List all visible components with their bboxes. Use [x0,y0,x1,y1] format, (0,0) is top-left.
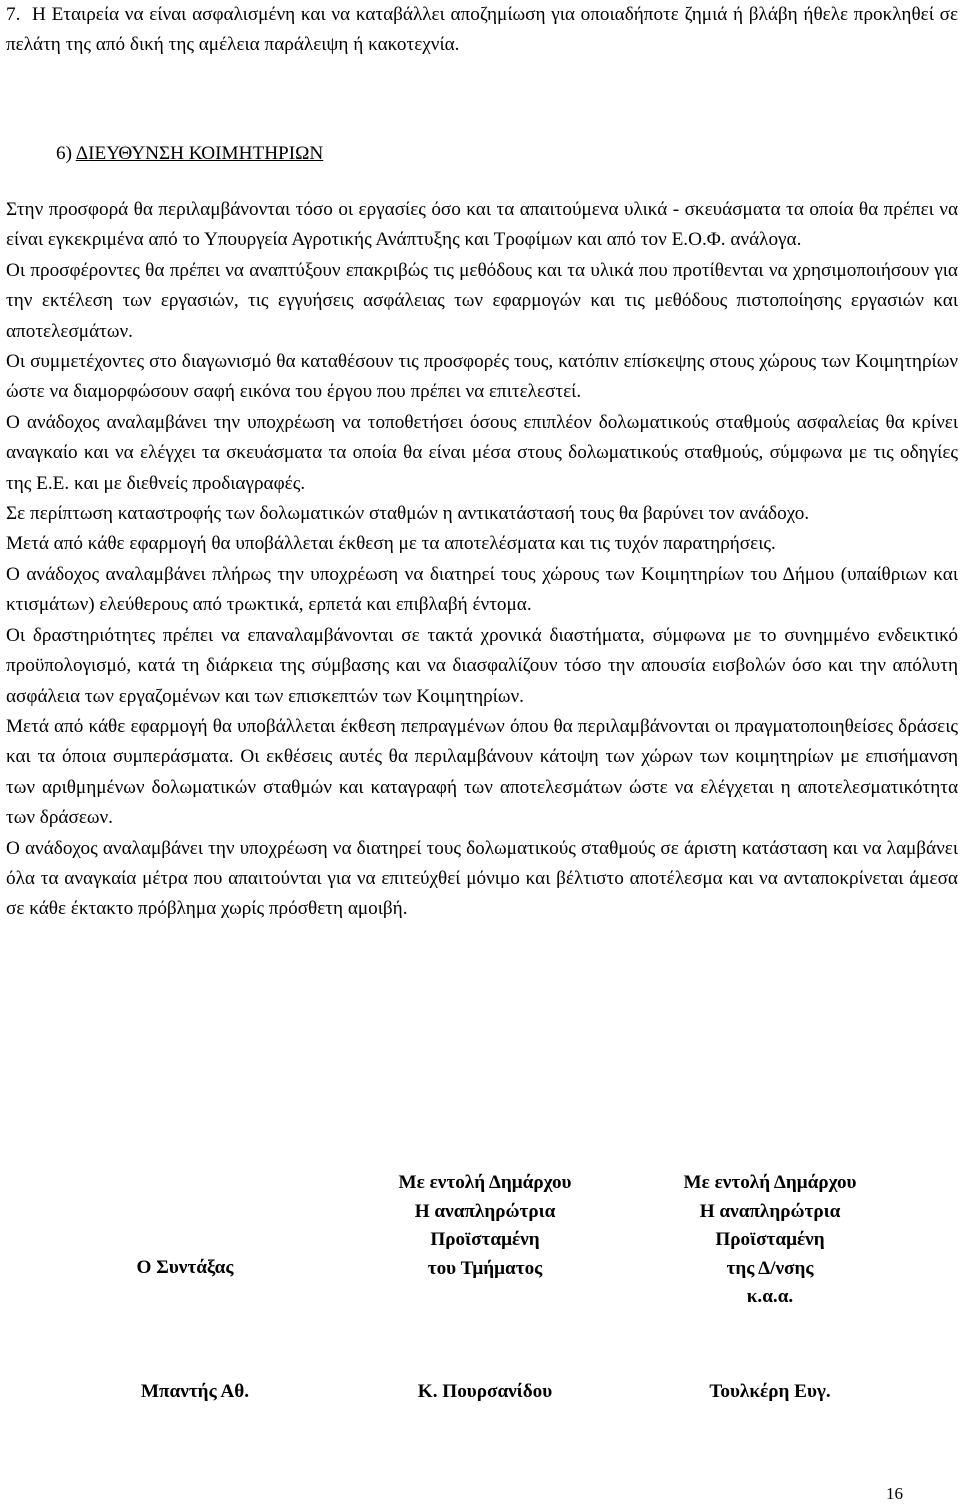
page-number: 16 [886,1484,903,1503]
paragraph: Μετά από κάθε εφαρμογή θα υποβάλλεται έκθεση πεπραγμένων όπου θα περιλαμβάνονται οι πραγματοποιηθείσες δράσεις και τα όποια συμπεράσματα. Οι εκθέσεις αυτές θα περιλαμβάνουν κάτοψη των χώρων των κοιμητηρίων με επισήμανση των αριθμημένων δολωματικών σταθμών και καταγραφή των αποτελεσμάτων ώστε να ελέγχεται η αποτελεσματικότητα των δράσεων. [6,715,958,829]
heading-initial: Δ [75,143,89,164]
section-body [6,195,958,925]
paragraph: Σε περίπτωση καταστροφής των δολωματικών σταθμών η αντικατάστασή τους θα βαρύνει τον ανάδοχο. [6,503,810,525]
department-head-name: Κ. Πουρσανίδου [417,1381,553,1402]
directorate-line: της Δ/νσης [726,1257,814,1279]
directorate-head-name: Τουλκέρη Ευγ. [709,1381,831,1402]
paragraph: Ο ανάδοχος αναλαμβάνει την υποχρέωση να τοποθετήσει όσους επιπλέον δολωματικούς σταθμούς ασφαλείας θα κρίνει αναγκαίο και να ελέγχει τα σκευάσματα τα οποία θα είναι μέσα στους δολωματικούς σταθμούς, σύμφωνα με τις οδηγίες της Ε.Ε. και με διεθνείς προδιαγραφές. [6,411,958,494]
directorate-line: Με εντολή Δημάρχου [683,1172,857,1193]
paragraph: Οι συμμετέχοντες στο διαγωνισμό θα καταθέσουν τις προσφορές τους, κατόπιν επίσκεψης στους χώρους των Κοιμητηρίων ώστε να διαμορφώσουν σαφή εικόνα του έργου που πρέπει να επιτελεστεί. [6,351,958,403]
directorate-signature-block [645,1169,895,1312]
item-7-number: 7. [6,4,21,25]
heading-underlined [76,143,324,164]
directorate-line: κ.α.α. [746,1286,794,1308]
department-line: Με εντολή Δημάρχου [398,1172,572,1193]
paragraph: Στην προσφορά θα περιλαμβάνονται τόσο οι εργασίες όσο και τα απαιτούμενα υλικά - σκευάσματα τα οποία θα πρέπει να είναι εγκεκριμένα από το Υπουργεία Αγροτικής Ανάπτυξης και Τροφίμων και από τον Ε.Ο.Φ. ανάλογα. [6,199,958,251]
department-line: Προϊσταμένη [430,1229,540,1251]
section-heading [56,140,323,168]
heading-rest: ΙΕΥΘΥΝΣΗ ΚΟΙΜΗΤΗΡΙΩΝ [88,143,324,164]
directorate-line: Η αναπληρώτρια [699,1200,841,1222]
paragraph: Οι προσφέροντες θα πρέπει να αναπτύξουν επακριβώς τις μεθόδους και τα υλικά που προτίθενται να χρησιμοποιήσουν για την εκτέλεση των εργασιών, τις εγγυήσεις ασφάλειας των εφαρμογών και τις μεθόδους πιστοποίησης εργασιών και αποτελεσμάτων. [6,259,958,342]
compiler-role: Ο Συντάξας [136,1257,234,1278]
department-line: Η αναπληρώτρια [414,1200,556,1222]
item-7-paragraph [6,0,958,61]
compiler-signature-block [110,1254,260,1283]
paragraph: Μετά από κάθε εφαρμογή θα υποβάλλεται έκθεση με τα αποτελέσματα και τις τυχόν παρατηρήσεις. [6,533,776,555]
department-line: του Τμήματος [427,1257,543,1279]
department-signature-block [355,1169,615,1283]
compiler-name: Μπαντής Αθ. [140,1381,250,1402]
paragraph: Ο ανάδοχος αναλαμβάνει πλήρως την υποχρέωση να διατηρεί τους χώρους των Κοιμητηρίων του Δήμου (υπαίθριων και κτισμάτων) ελεύθερους από τρωκτικά, ερπετά και επιβλαβή έντομα. [6,563,958,616]
directorate-line: Προϊσταμένη [715,1229,825,1251]
heading-prefix: 6) [56,143,76,164]
paragraph: Ο ανάδοχος αναλαμβάνει την υποχρέωση να διατηρεί τους δολωματικούς σταθμούς σε άριστη κατάσταση και να λαμβάνει όλα τα αναγκαία μέτρα που απαιτούνται για να επιτεύχθεί μόνιμο και βέλτιστο αποτέλεσμα και να ανταποκρίνεται άμεσα σε κάθε έκτακτο πρόβλημα χωρίς πρόσθετη αμοιβή. [6,837,958,920]
item-7-text: Η Εταιρεία να είναι ασφαλισμένη και να καταβάλλει αποζημίωση για οποιαδήποτε ζημιά ή βλάβη ήθελε προκληθεί σε πελάτη της από δική της αμέλεια παράλειψη ή κακοτεχνία. [6,4,958,56]
paragraph: Οι δραστηριότητες πρέπει να επαναλαμβάνονται σε τακτά χρονικά διαστήματα, σύμφωνα με το συνημμένο ενδεικτικό προϋπολογισμό, κατά τη διάρκεια της σύμβασης και να διασφαλίζουν τόσο την απουσία εισβολών όσο και την απόλυτη ασφάλεια των εργαζομένων και των επισκεπτών των Κοιμητηρίων. [6,624,958,707]
